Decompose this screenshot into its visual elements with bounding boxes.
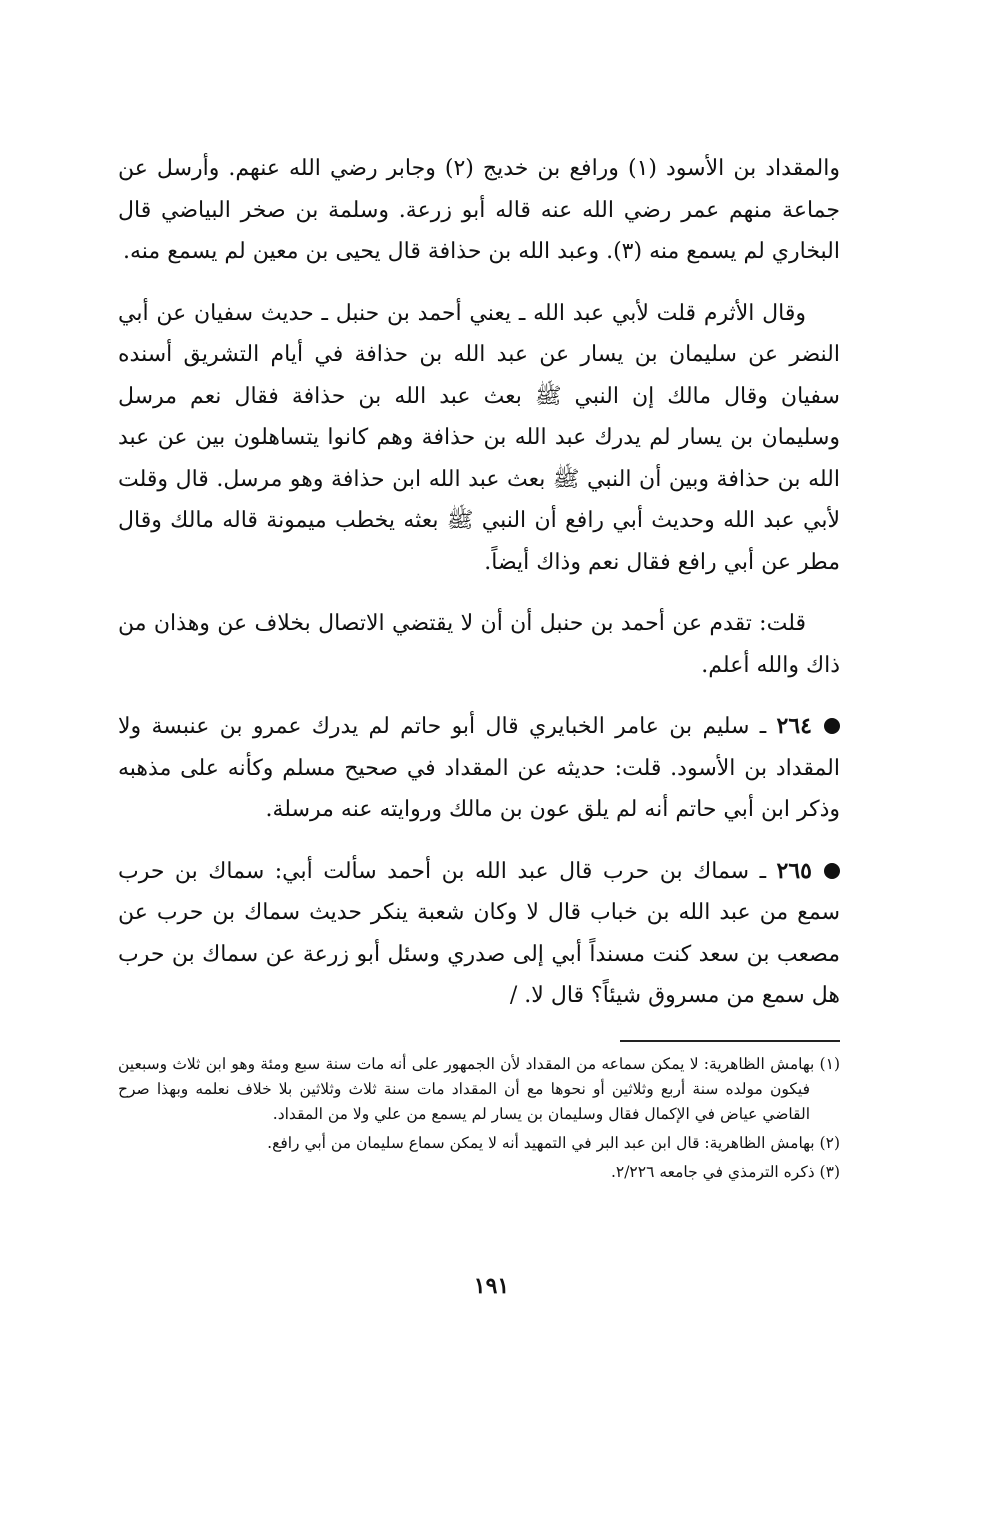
- footnote-1: (١) بهامش الظاهرية: لا يمكن سماعه من المقداد لأن الجمهور على أنه مات سنة سبع ومئة وهو ابن ثلاث وسبعين فيكون مولده سنة أربع وثلاثين أو نحوها مع أن المقداد مات سنة ثلاث وثلاثين بلا خلاف نعلمه وبهذا صرح القاضي عياض في الإكمال فقال وسليمان بن يسار لم يسمع من علي ولا من المقداد.: [118, 1055, 840, 1123]
- entry-265: [118, 851, 840, 1017]
- footnotes: [118, 1052, 840, 1189]
- entry-264: [118, 706, 840, 831]
- footnote-separator: [620, 1040, 840, 1042]
- entry-number: ٢٦٥: [776, 857, 812, 884]
- bullet-icon: [824, 718, 840, 734]
- entry-text: ـ سليم بن عامر الخبايري قال أبو حاتم لم يدرك عمرو بن عنبسة ولا المقداد بن الأسود. قلت: حديثه عن المقداد في صحيح مسلم وكأنه على مذهبه وذكر ابن أبي حاتم أنه لم يلق عون بن مالك وروايته عنه مرسلة.: [118, 714, 840, 822]
- footnote-3: (٣) ذكره الترمذي في جامعه ٢/٢٢٦.: [610, 1163, 840, 1181]
- entry-text: ـ سماك بن حرب قال عبد الله بن أحمد سألت أبي: سماك بن حرب سمع من عبد الله بن خباب قال لا وكان شعبة ينكر حديث سماك بن حرب عن مصعب بن سعد كنت مسنداً أبي إلى صدري وسئل أبو زرعة عن سماك بن حرب هل سمع من مسروق شيئاً؟ قال لا. /: [118, 858, 840, 1008]
- paragraph-narrators: والمقداد بن الأسود (١) ورافع بن خديج (٢) وجابر رضي الله عنهم. وأرسل عن جماعة منهم عمر رضي الله عنه قاله أبو زرعة. وسلمة بن صخر البياضي قال البخاري لم يسمع منه (٣). وعبد الله بن حذافة قال يحيى بن معين لم يسمع منه.: [118, 156, 840, 264]
- page-number: ١٩١: [473, 1273, 510, 1299]
- paragraph-athram: وقال الأثرم قلت لأبي عبد الله ـ يعني أحمد بن حنبل ـ حديث سفيان عن أبي النضر عن سليمان بن يسار عن عبد الله بن حذافة في أيام التشريق أسنده سفيان وقال مالك إن النبي ﷺ بعث عبد الله بن حذافة فقال نعم مرسل وسليمان بن يسار لم يدرك عبد الله بن حذافة وهم كانوا يتساهلون بين عن عبد الله بن حذافة وبين أن النبي ﷺ بعث عبد الله ابن حذافة وهو مرسل. قال وقلت لأبي عبد الله وحديث أبي رافع أن النبي ﷺ بعثه يخطب ميمونة قاله مالك وقال مطر عن أبي رافع فقال نعم وذاك أيضاً.: [118, 300, 840, 575]
- entry-number: ٢٦٤: [776, 713, 812, 739]
- bullet-icon: [824, 863, 840, 879]
- footnote-2: (٢) بهامش الظاهرية: قال ابن عبد البر في التمهيد أنه لا يمكن سماع سليمان من أبي رافع.: [267, 1134, 840, 1152]
- main-text: [118, 148, 840, 1037]
- paragraph-comment: قلت: تقدم عن أحمد بن حنبل أن أن لا يقتضي الاتصال بخلاف عن وهذان من ذاك والله أعلم.: [118, 611, 840, 678]
